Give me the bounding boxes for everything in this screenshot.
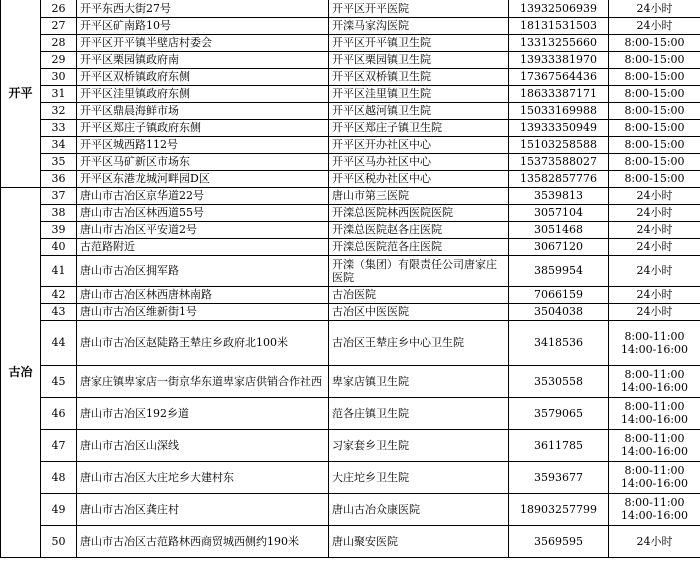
row-number: 27 <box>41 17 77 34</box>
table-row <box>1 365 700 397</box>
hospital-name: 开平区栗园镇卫生院 <box>329 51 509 68</box>
service-hours <box>609 221 700 238</box>
hospital-name: 开平区开办社区中心 <box>329 136 509 153</box>
table-row <box>1 397 700 429</box>
service-hours <box>609 136 700 153</box>
service-hours-line: 24小时 <box>636 189 673 202</box>
row-number: 26 <box>41 0 77 17</box>
table-row <box>1 0 700 17</box>
row-number: 41 <box>41 255 77 286</box>
site-address: 开平区郑庄子镇政府东侧 <box>77 119 329 136</box>
service-hours <box>609 365 700 397</box>
site-address: 唐山市古冶区林西唐林南路 <box>77 286 329 303</box>
site-address: 开平区洼里镇政府东侧 <box>77 85 329 102</box>
service-hours-line: 24小时 <box>636 19 673 32</box>
service-hours-line: 8:00-11:00 <box>624 432 685 445</box>
service-hours-line: 8:00-15:00 <box>624 172 685 185</box>
contact-phone: 3569595 <box>509 525 609 557</box>
hospital-name: 范各庄镇卫生院 <box>329 397 509 429</box>
hospital-name: 开平区越河镇卫生院 <box>329 102 509 119</box>
row-number: 31 <box>41 85 77 102</box>
site-address: 开平区东港龙城河畔园D区 <box>77 170 329 187</box>
service-hours-line: 24小时 <box>636 240 673 253</box>
table-row <box>1 136 700 153</box>
table-row <box>1 85 700 102</box>
service-hours-line: 24小时 <box>636 534 673 548</box>
service-hours <box>609 68 700 85</box>
service-hours-line: 8:00-15:00 <box>624 36 685 49</box>
service-hours <box>609 187 700 204</box>
hospital-name: 古冶区中医医院 <box>329 303 509 320</box>
district-cell: 开平 <box>1 0 41 187</box>
service-hours-line: 8:00-15:00 <box>624 70 685 83</box>
site-address: 开平东西大街27号 <box>77 0 329 17</box>
site-address: 唐山市古冶区拥军路 <box>77 255 329 286</box>
table-row <box>1 170 700 187</box>
district-cell: 古冶 <box>1 187 41 557</box>
row-number: 45 <box>41 365 77 397</box>
table-row <box>1 221 700 238</box>
row-number: 47 <box>41 429 77 461</box>
service-hours-line: 14:00-16:00 <box>620 381 689 394</box>
site-address: 唐山市古冶区平安道2号 <box>77 221 329 238</box>
site-address: 开平区马矿新区市场东 <box>77 153 329 170</box>
site-address: 唐山市古冶区192乡道 <box>77 397 329 429</box>
contact-phone: 13933350949 <box>509 119 609 136</box>
site-address: 唐山市古冶区龚庄村 <box>77 493 329 525</box>
service-hours <box>609 51 700 68</box>
site-address: 唐山市古冶区山深线 <box>77 429 329 461</box>
service-hours <box>609 85 700 102</box>
table-row <box>1 461 700 493</box>
hospital-name: 开滦总医院赵各庄医院 <box>329 221 509 238</box>
service-hours <box>609 461 700 493</box>
hospital-name: 开平区税办社区中心 <box>329 170 509 187</box>
service-hours <box>609 286 700 303</box>
service-hours-line: 8:00-15:00 <box>624 121 685 134</box>
table-row <box>1 255 700 286</box>
service-hours-line: 8:00-15:00 <box>624 155 685 168</box>
service-hours <box>609 429 700 461</box>
service-hours-line: 8:00-11:00 <box>624 400 685 413</box>
hospital-name: 开平区开平医院 <box>329 0 509 17</box>
contact-phone: 15373588027 <box>509 153 609 170</box>
contact-phone: 3611785 <box>509 429 609 461</box>
contact-phone: 3067120 <box>509 238 609 255</box>
site-address: 唐家庄镇卑家店一街京华东道卑家店供销合作社西 <box>77 365 329 397</box>
contact-phone: 13582857776 <box>509 170 609 187</box>
service-hours-line: 8:00-15:00 <box>624 104 685 117</box>
service-hours <box>609 303 700 320</box>
row-number: 49 <box>41 493 77 525</box>
row-number: 32 <box>41 102 77 119</box>
hospital-name: 古冶区王辇庄乡中心卫生院 <box>329 320 509 365</box>
service-hours <box>609 397 700 429</box>
row-number: 39 <box>41 221 77 238</box>
service-hours-line: 14:00-16:00 <box>620 445 689 458</box>
service-hours <box>609 204 700 221</box>
hospital-name: 唐山古冶众康医院 <box>329 493 509 525</box>
contact-phone: 13932506939 <box>509 0 609 17</box>
hospital-name: 开平区开平镇卫生院 <box>329 34 509 51</box>
service-hours <box>609 0 700 17</box>
service-hours-line: 24小时 <box>636 223 673 236</box>
site-address: 唐山市古冶区维新街1号 <box>77 303 329 320</box>
table-row <box>1 68 700 85</box>
table-row <box>1 153 700 170</box>
row-number: 35 <box>41 153 77 170</box>
service-hours-line: 8:00-11:00 <box>624 496 685 509</box>
row-number: 30 <box>41 68 77 85</box>
contact-phone: 18131531503 <box>509 17 609 34</box>
site-address: 唐山市古冶区古范路林西商贸城西侧约190米 <box>77 525 329 557</box>
service-hours-line: 8:00-15:00 <box>624 138 685 151</box>
row-number: 48 <box>41 461 77 493</box>
contact-phone: 3539813 <box>509 187 609 204</box>
row-number: 28 <box>41 34 77 51</box>
service-hours <box>609 102 700 119</box>
hospital-name: 开滦（集团）有限责任公司唐家庄医院 <box>329 255 509 286</box>
contact-phone: 3593677 <box>509 461 609 493</box>
hospital-name: 习家套乡卫生院 <box>329 429 509 461</box>
contact-phone: 3057104 <box>509 204 609 221</box>
hospital-name: 开滦总医院林西医院医院 <box>329 204 509 221</box>
contact-phone: 7066159 <box>509 286 609 303</box>
site-address: 唐山市古冶区赵陡路王辇庄乡政府北100米 <box>77 320 329 365</box>
service-hours <box>609 255 700 286</box>
contact-phone: 13313255660 <box>509 34 609 51</box>
service-hours-line: 14:00-16:00 <box>620 509 689 522</box>
hospital-name: 古冶医院 <box>329 286 509 303</box>
service-hours <box>609 493 700 525</box>
hospital-name: 大庄坨乡卫生院 <box>329 461 509 493</box>
table-row <box>1 102 700 119</box>
site-address: 唐山市古冶区林西道55号 <box>77 204 329 221</box>
contact-phone: 17367564436 <box>509 68 609 85</box>
table-row <box>1 303 700 320</box>
table-body <box>1 0 700 557</box>
row-number: 46 <box>41 397 77 429</box>
service-hours <box>609 525 700 557</box>
service-hours <box>609 153 700 170</box>
service-hours <box>609 170 700 187</box>
row-number: 44 <box>41 320 77 365</box>
site-address: 唐山市古冶区大庄坨乡大建村东 <box>77 461 329 493</box>
service-hours <box>609 34 700 51</box>
contact-phone: 3859954 <box>509 255 609 286</box>
table-row <box>1 119 700 136</box>
service-hours-line: 8:00-15:00 <box>624 87 685 100</box>
table-row <box>1 493 700 525</box>
service-hours <box>609 238 700 255</box>
service-hours-line: 24小时 <box>636 1 673 15</box>
table-row <box>1 34 700 51</box>
site-address: 古范路附近 <box>77 238 329 255</box>
service-hours-line: 24小时 <box>636 288 673 301</box>
service-hours-line: 8:00-11:00 <box>624 368 685 381</box>
service-hours-line: 8:00-15:00 <box>624 53 685 66</box>
service-hours-line: 24小时 <box>636 206 673 219</box>
table-row <box>1 320 700 365</box>
hospital-name: 开平区马办社区中心 <box>329 153 509 170</box>
table-row <box>1 17 700 34</box>
site-address: 开平区鼎晨海鲜市场 <box>77 102 329 119</box>
hospital-name: 开平区双桥镇卫生院 <box>329 68 509 85</box>
hospital-name: 开滦马家沟医院 <box>329 17 509 34</box>
service-hours-line: 24小时 <box>636 305 673 318</box>
row-number: 50 <box>41 525 77 557</box>
contact-phone: 18633387171 <box>509 85 609 102</box>
service-hours-line: 14:00-16:00 <box>620 413 689 426</box>
service-hours <box>609 119 700 136</box>
contact-phone: 3530558 <box>509 365 609 397</box>
table-row <box>1 525 700 557</box>
row-number: 37 <box>41 187 77 204</box>
site-address: 开平区矿南路10号 <box>77 17 329 34</box>
row-number: 43 <box>41 303 77 320</box>
contact-phone: 3504038 <box>509 303 609 320</box>
site-address: 开平区双桥镇政府东侧 <box>77 68 329 85</box>
hospital-name: 开平区洼里镇卫生院 <box>329 85 509 102</box>
table-row <box>1 429 700 461</box>
service-hours-line: 24小时 <box>636 264 673 277</box>
row-number: 42 <box>41 286 77 303</box>
service-hours-line: 8:00-11:00 <box>624 464 685 477</box>
contact-phone: 18903257799 <box>509 493 609 525</box>
service-hours <box>609 17 700 34</box>
row-number: 33 <box>41 119 77 136</box>
hospital-name: 卑家店镇卫生院 <box>329 365 509 397</box>
site-address: 开平区开平镇半壁店村委会 <box>77 34 329 51</box>
table-row <box>1 51 700 68</box>
service-hours-line: 14:00-16:00 <box>620 477 689 490</box>
contact-phone: 3418536 <box>509 320 609 365</box>
contact-phone: 15103258588 <box>509 136 609 153</box>
service-hours <box>609 320 700 365</box>
table-row <box>1 238 700 255</box>
service-hours-line: 8:00-11:00 <box>624 329 685 343</box>
row-number: 34 <box>41 136 77 153</box>
site-address: 开平区栗园镇政府南 <box>77 51 329 68</box>
table-row <box>1 286 700 303</box>
site-address: 唐山市古冶区京华道22号 <box>77 187 329 204</box>
table-row <box>1 187 700 204</box>
hospital-name: 唐山市第三医院 <box>329 187 509 204</box>
row-number: 40 <box>41 238 77 255</box>
contact-phone: 15033169988 <box>509 102 609 119</box>
row-number: 38 <box>41 204 77 221</box>
hospital-name: 开平区郑庄子镇卫生院 <box>329 119 509 136</box>
contact-phone: 3051468 <box>509 221 609 238</box>
table-row <box>1 204 700 221</box>
hospital-name: 唐山聚安医院 <box>329 525 509 557</box>
contact-phone: 13933381970 <box>509 51 609 68</box>
row-number: 36 <box>41 170 77 187</box>
hospital-name: 开滦总医院范各庄医院 <box>329 238 509 255</box>
service-hours-line: 14:00-16:00 <box>620 342 689 356</box>
row-number: 29 <box>41 51 77 68</box>
site-address: 开平区城西路112号 <box>77 136 329 153</box>
contact-phone: 3579065 <box>509 397 609 429</box>
